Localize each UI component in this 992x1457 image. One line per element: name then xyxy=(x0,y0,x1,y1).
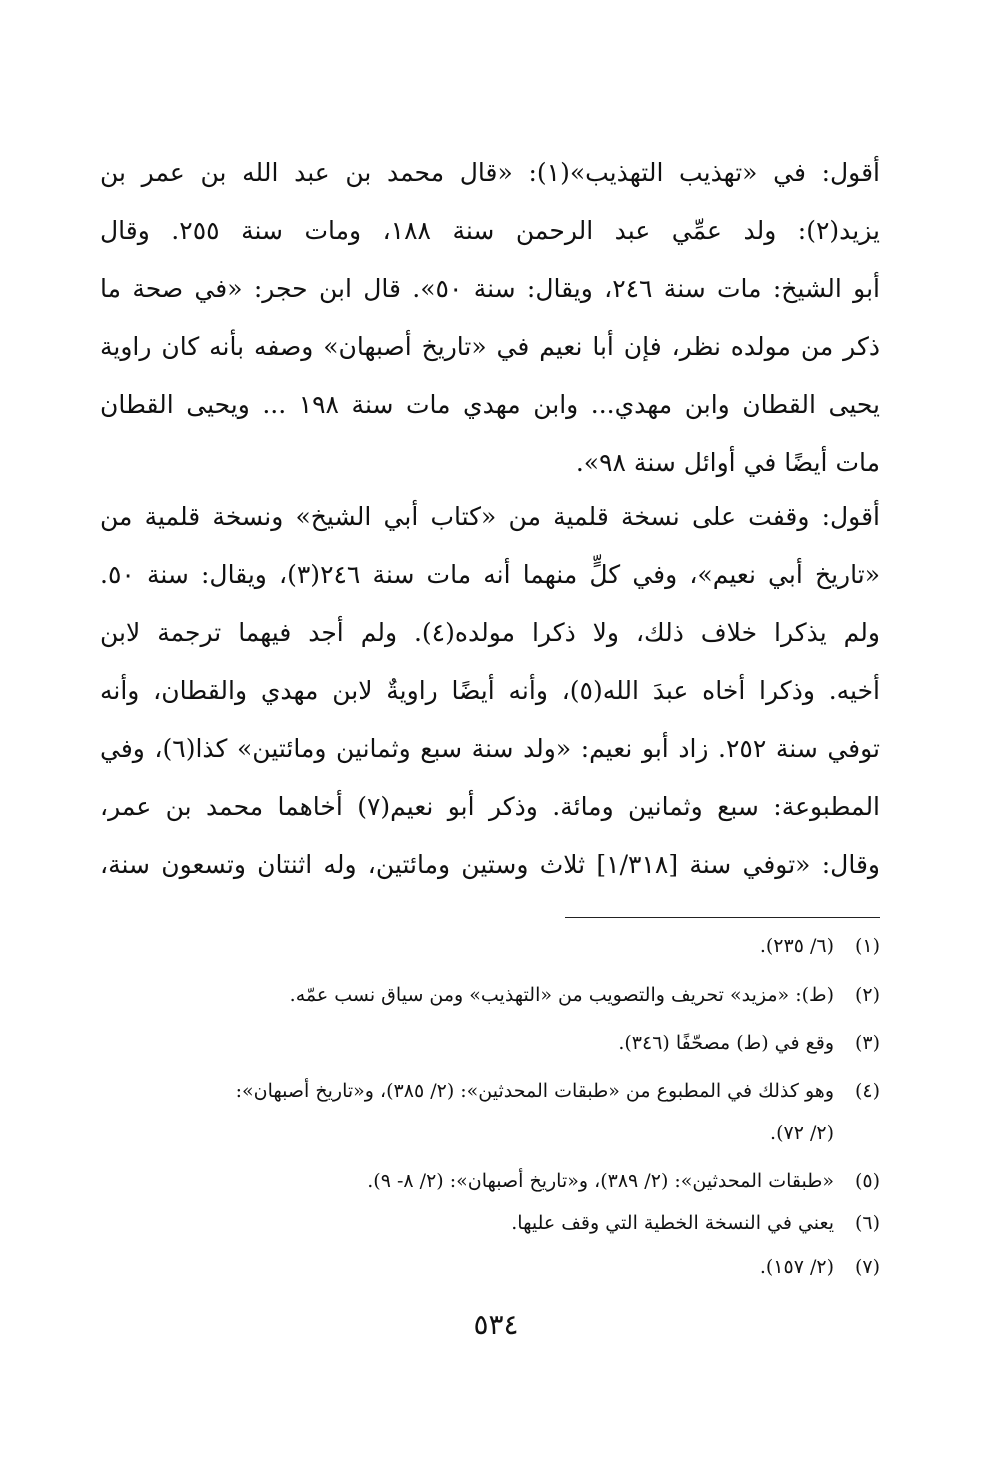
footnote-text: يعني في النسخة الخطية التي وقف عليها. xyxy=(511,1212,834,1234)
footnote-text: وقع في (ط) مصحّفًا (٣٤٦). xyxy=(618,1032,834,1054)
text-line: توفي سنة ٢٥٢. زاد أبو نعيم: «ولد سنة سبع وثمانين ومائتين» كذا(٦)، وفي xyxy=(100,734,880,763)
footnote-text: (ط): «مزيد» تحريف والتصويب من «التهذيب» ومن سياق نسب عمّه. xyxy=(289,984,834,1006)
footnote-number: (٢) xyxy=(854,984,880,1006)
text-line: أبو الشيخ: مات سنة ٢٤٦، ويقال: سنة ٥٠». قال ابن حجر: «في صحة ما xyxy=(100,274,880,303)
footnote-5 xyxy=(100,1160,880,1202)
text-line: ولم يذكرا خلاف ذلك، ولا ذكرا مولده(٤). ولم أجد فيهما ترجمة لابن xyxy=(100,618,880,647)
footnote-3 xyxy=(100,1022,880,1064)
footnote-1 xyxy=(100,925,880,967)
footnote-number: (١) xyxy=(854,935,880,957)
footnote-number: (٧) xyxy=(854,1256,880,1278)
text-line: أخيه. وذكرا أخاه عبدَ الله(٥)، وأنه أيضًا راويةٌ لابن مهدي والقطان، وأنه xyxy=(100,676,880,705)
text-line: مات أيضًا في أوائل سنة ٩٨». xyxy=(575,448,880,477)
footnote-separator xyxy=(565,917,880,918)
footnote-number: (٦) xyxy=(854,1212,880,1234)
footnote-number: (٣) xyxy=(854,1032,880,1054)
paragraph-1 xyxy=(100,144,880,492)
footnote-7 xyxy=(100,1246,880,1288)
text-line: «تاريخ أبي نعيم»، وفي كلٍّ منهما أنه مات سنة ٢٤٦(٣)، ويقال: سنة ٥٠. xyxy=(100,560,880,589)
footnote-2 xyxy=(100,974,880,1016)
footnote-text: وهو كذلك في المطبوع من «طبقات المحدثين»: (٢/ ٣٨٥)، و«تاريخ أصبهان»: xyxy=(235,1080,834,1102)
text-line: يحيى القطان وابن مهدي... وابن مهدي مات سنة ١٩٨ ... ويحيى القطان xyxy=(100,390,880,419)
text-line: يزيد(٢): ولد عمِّي عبد الرحمن سنة ١٨٨، ومات سنة ٢٥٥. وقال xyxy=(100,216,880,245)
footnote-text: (٦/ ٢٣٥). xyxy=(759,935,834,957)
text-line: ذكر من مولده نظر، فإن أبا نعيم في «تاريخ أصبهان» وصفه بأنه كان راوية xyxy=(100,332,880,361)
footnote-number: (٤) xyxy=(854,1080,880,1102)
text-line: أقول: في «تهذيب التهذيب»(١): «قال محمد بن عبد الله بن عمر بن xyxy=(100,158,880,187)
footnote-number: (٥) xyxy=(854,1170,880,1192)
text-line: وقال: «توفي سنة [١/٣١٨] ثلاث وستين ومائتين، وله اثنتان وتسعون سنة، xyxy=(100,850,880,879)
text-line: أقول: وقفت على نسخة قلمية من «كتاب أبي الشيخ» ونسخة قلمية من xyxy=(100,502,880,531)
page-number: ٥٣٤ xyxy=(473,1308,519,1341)
footnote-text: (٢/ ١٥٧). xyxy=(759,1256,834,1278)
footnote-text: «طبقات المحدثين»: (٢/ ٣٨٩)، و«تاريخ أصبهان»: (٢/ ٨- ٩). xyxy=(367,1170,834,1192)
footnote-text-continuation: (٢/ ٧٢). xyxy=(770,1122,834,1144)
footnote-6 xyxy=(100,1202,880,1244)
footnote-4 xyxy=(100,1070,880,1154)
paragraph-2 xyxy=(100,488,880,894)
text-line: المطبوعة: سبع وثمانين ومائة. وذكر أبو نعيم(٧) أخاهما محمد بن عمر، xyxy=(100,792,880,821)
